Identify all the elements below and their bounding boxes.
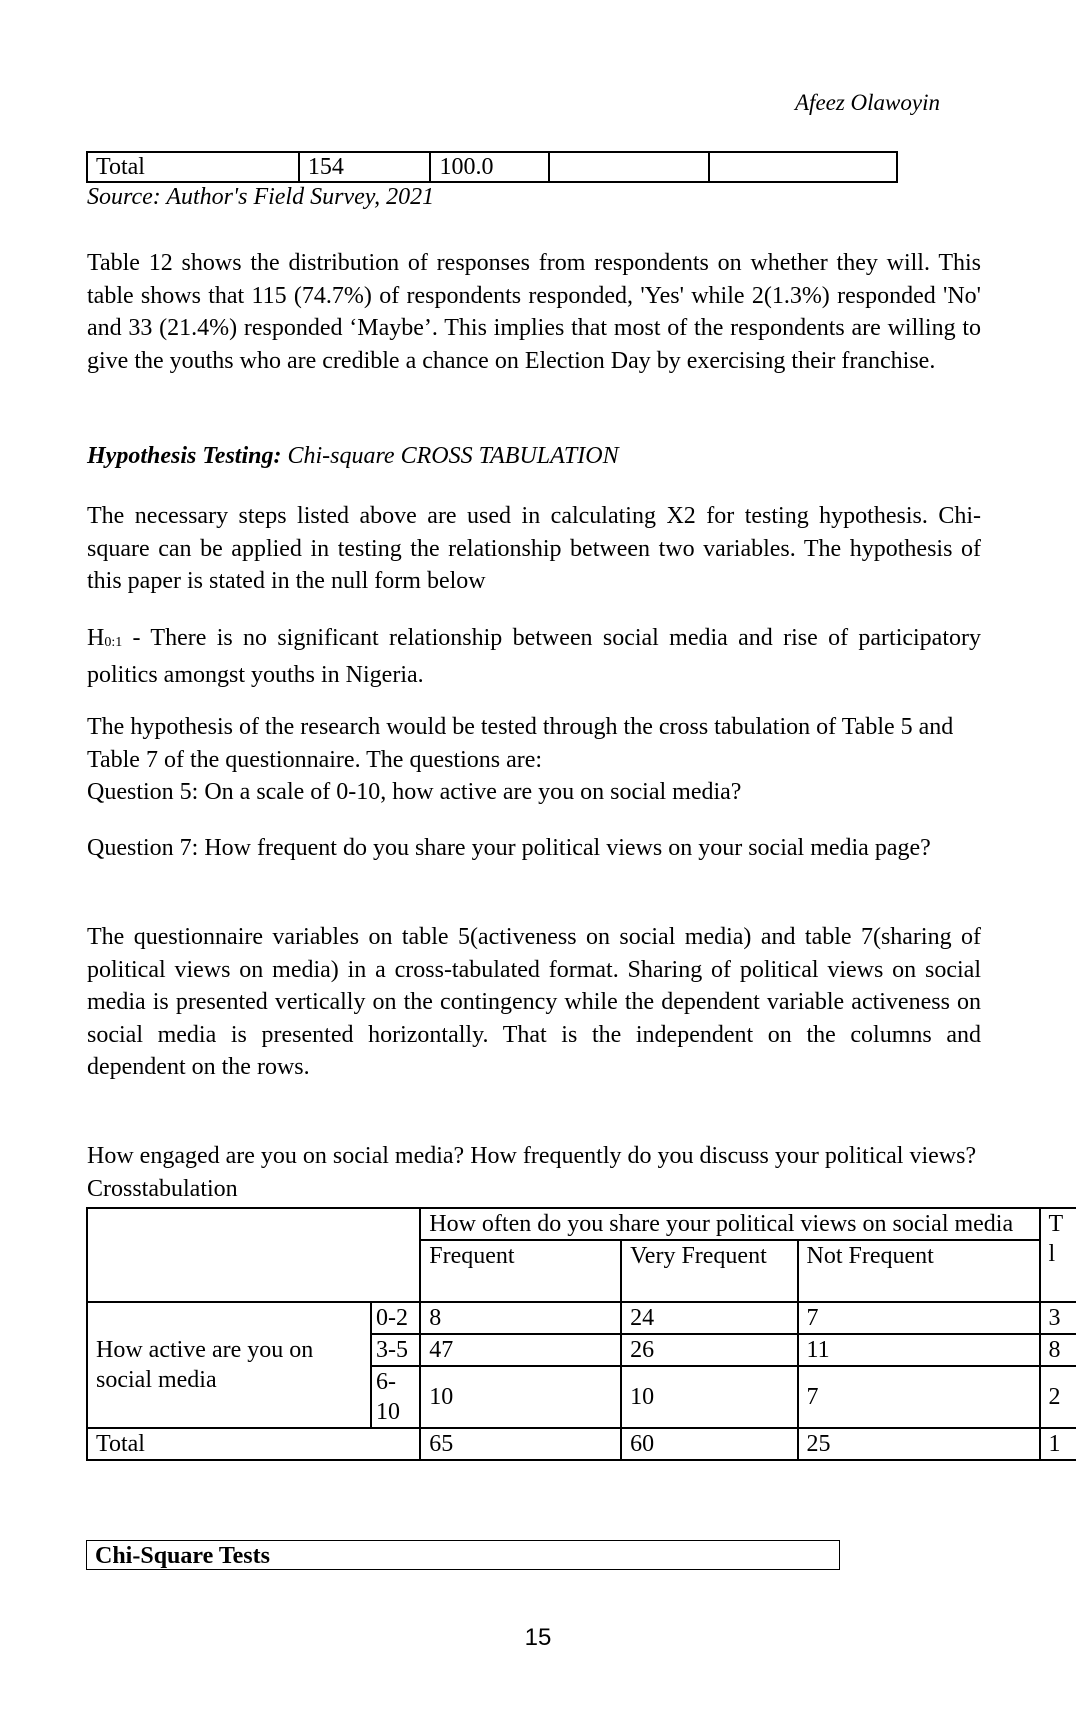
- paragraph-question-7: [87, 832, 981, 865]
- paragraph-steps: [87, 500, 981, 598]
- table-cell: 24: [621, 1302, 797, 1334]
- table-cell: 100.0: [430, 152, 549, 182]
- row-label: [371, 1366, 420, 1428]
- table-source-note: Source: Author's Field Survey, 2021: [87, 184, 435, 210]
- table-cell-clipped: 2: [1040, 1366, 1076, 1428]
- table-cell: Total: [87, 152, 299, 182]
- table-cell: 26: [621, 1334, 797, 1366]
- table-total-row: [87, 1428, 1076, 1460]
- table-cell: 11: [798, 1334, 1040, 1366]
- table-cell: 7: [798, 1302, 1040, 1334]
- table-row: [87, 152, 897, 182]
- paragraph-table12: [87, 247, 981, 377]
- row-group-label: How active are you on social media: [87, 1302, 371, 1428]
- table-cell: [709, 152, 897, 182]
- total-header-clipped: T l: [1040, 1208, 1076, 1302]
- table-cell: 25: [798, 1428, 1040, 1460]
- row-label-text: 6-10: [376, 1369, 400, 1425]
- column-header: Not Frequent: [798, 1240, 1040, 1302]
- paragraph-text: The hypothesis of the research would be tested through the cross tabulation of Table 5 and Table 7 of the questionnaire. The questions are:: [87, 714, 954, 773]
- chi-square-tests-title: Chi-Square Tests: [86, 1540, 840, 1570]
- crosstab-caption: How engaged are you on social media? How frequently do you discuss your political views? Crosstabulation: [87, 1143, 977, 1202]
- section-heading-bold: Hypothesis Testing:: [87, 443, 282, 469]
- page-number: 15: [524, 1624, 552, 1651]
- table-cell: 65: [420, 1428, 621, 1460]
- table-cell: 60: [621, 1428, 797, 1460]
- paragraph-text: Question 7: How frequent do you share your political views on your social media page?: [87, 835, 931, 861]
- paragraph-text: Table 12 shows the distribution of responses from respondents on whether they will. This table shows that 115 (74.7%) of respondents responded, 'Yes' while 2(1.3%) responded 'No' and 33 (21.4%) responded ‘Maybe’. This implies that most of the respondents are willing to give the youths who are credible a chance on Election Day by exercising their franchise.: [87, 250, 981, 374]
- paragraph-text: The questionnaire variables on table 5(activeness on social media) and table 7(sharing of political views on media) in a cross-tabulated format. Sharing of political views on social media is presented vertically on the contingency while the dependent variable activeness on social media is presented horizontally. That is the independent on the columns and dependent on the rows.: [87, 924, 981, 1080]
- paragraph-hypothesis: [87, 622, 981, 691]
- table-cell-clipped: 3: [1040, 1302, 1076, 1334]
- hypothesis-symbol: H: [87, 625, 105, 651]
- table-cell-clipped: 1: [1040, 1428, 1076, 1460]
- paragraph-text: The necessary steps listed above are used in calculating X2 for testing hypothesis. Chi-square can be applied in testing the relationship between two variables. The hypothesis of this paper is stated in the null form below: [87, 503, 981, 594]
- column-header: Very Frequent: [621, 1240, 797, 1302]
- column-header: Frequent: [420, 1240, 621, 1302]
- table-cell: 10: [420, 1366, 621, 1428]
- column-group-header: How often do you share your political views on social media: [420, 1208, 1039, 1240]
- table-cell: 47: [420, 1334, 621, 1366]
- table-cell: 8: [420, 1302, 621, 1334]
- table-cell: 10: [621, 1366, 797, 1428]
- hypothesis-subscript: 0:1: [104, 635, 123, 650]
- row-label: 3-5: [371, 1334, 420, 1366]
- question-5: Question 5: On a scale of 0-10, how active are you on social media?: [87, 779, 742, 805]
- table-header-row: [87, 1208, 1076, 1240]
- table-cell: 7: [798, 1366, 1040, 1428]
- table-cell: [549, 152, 708, 182]
- table-cell-clipped: 8: [1040, 1334, 1076, 1366]
- total-label: Total: [87, 1428, 420, 1460]
- section-heading: [87, 443, 619, 470]
- section-heading-italic: Chi-square CROSS TABULATION: [281, 443, 619, 469]
- hypothesis-text: - There is no significant relationship between social media and rise of participatory politics amongst youths in Nigeria.: [87, 625, 981, 688]
- previous-table-total-row: [86, 151, 898, 183]
- empty-corner-cell: [87, 1208, 420, 1302]
- crosstab-table: [86, 1207, 1076, 1461]
- paragraph-variables: [87, 921, 981, 1084]
- table-row: [87, 1302, 1076, 1334]
- running-head-author: Afeez Olawoyin: [795, 90, 940, 115]
- paragraph-cross-intro: [87, 711, 981, 809]
- row-label: 0-2: [371, 1302, 420, 1334]
- table-cell: 154: [299, 152, 431, 182]
